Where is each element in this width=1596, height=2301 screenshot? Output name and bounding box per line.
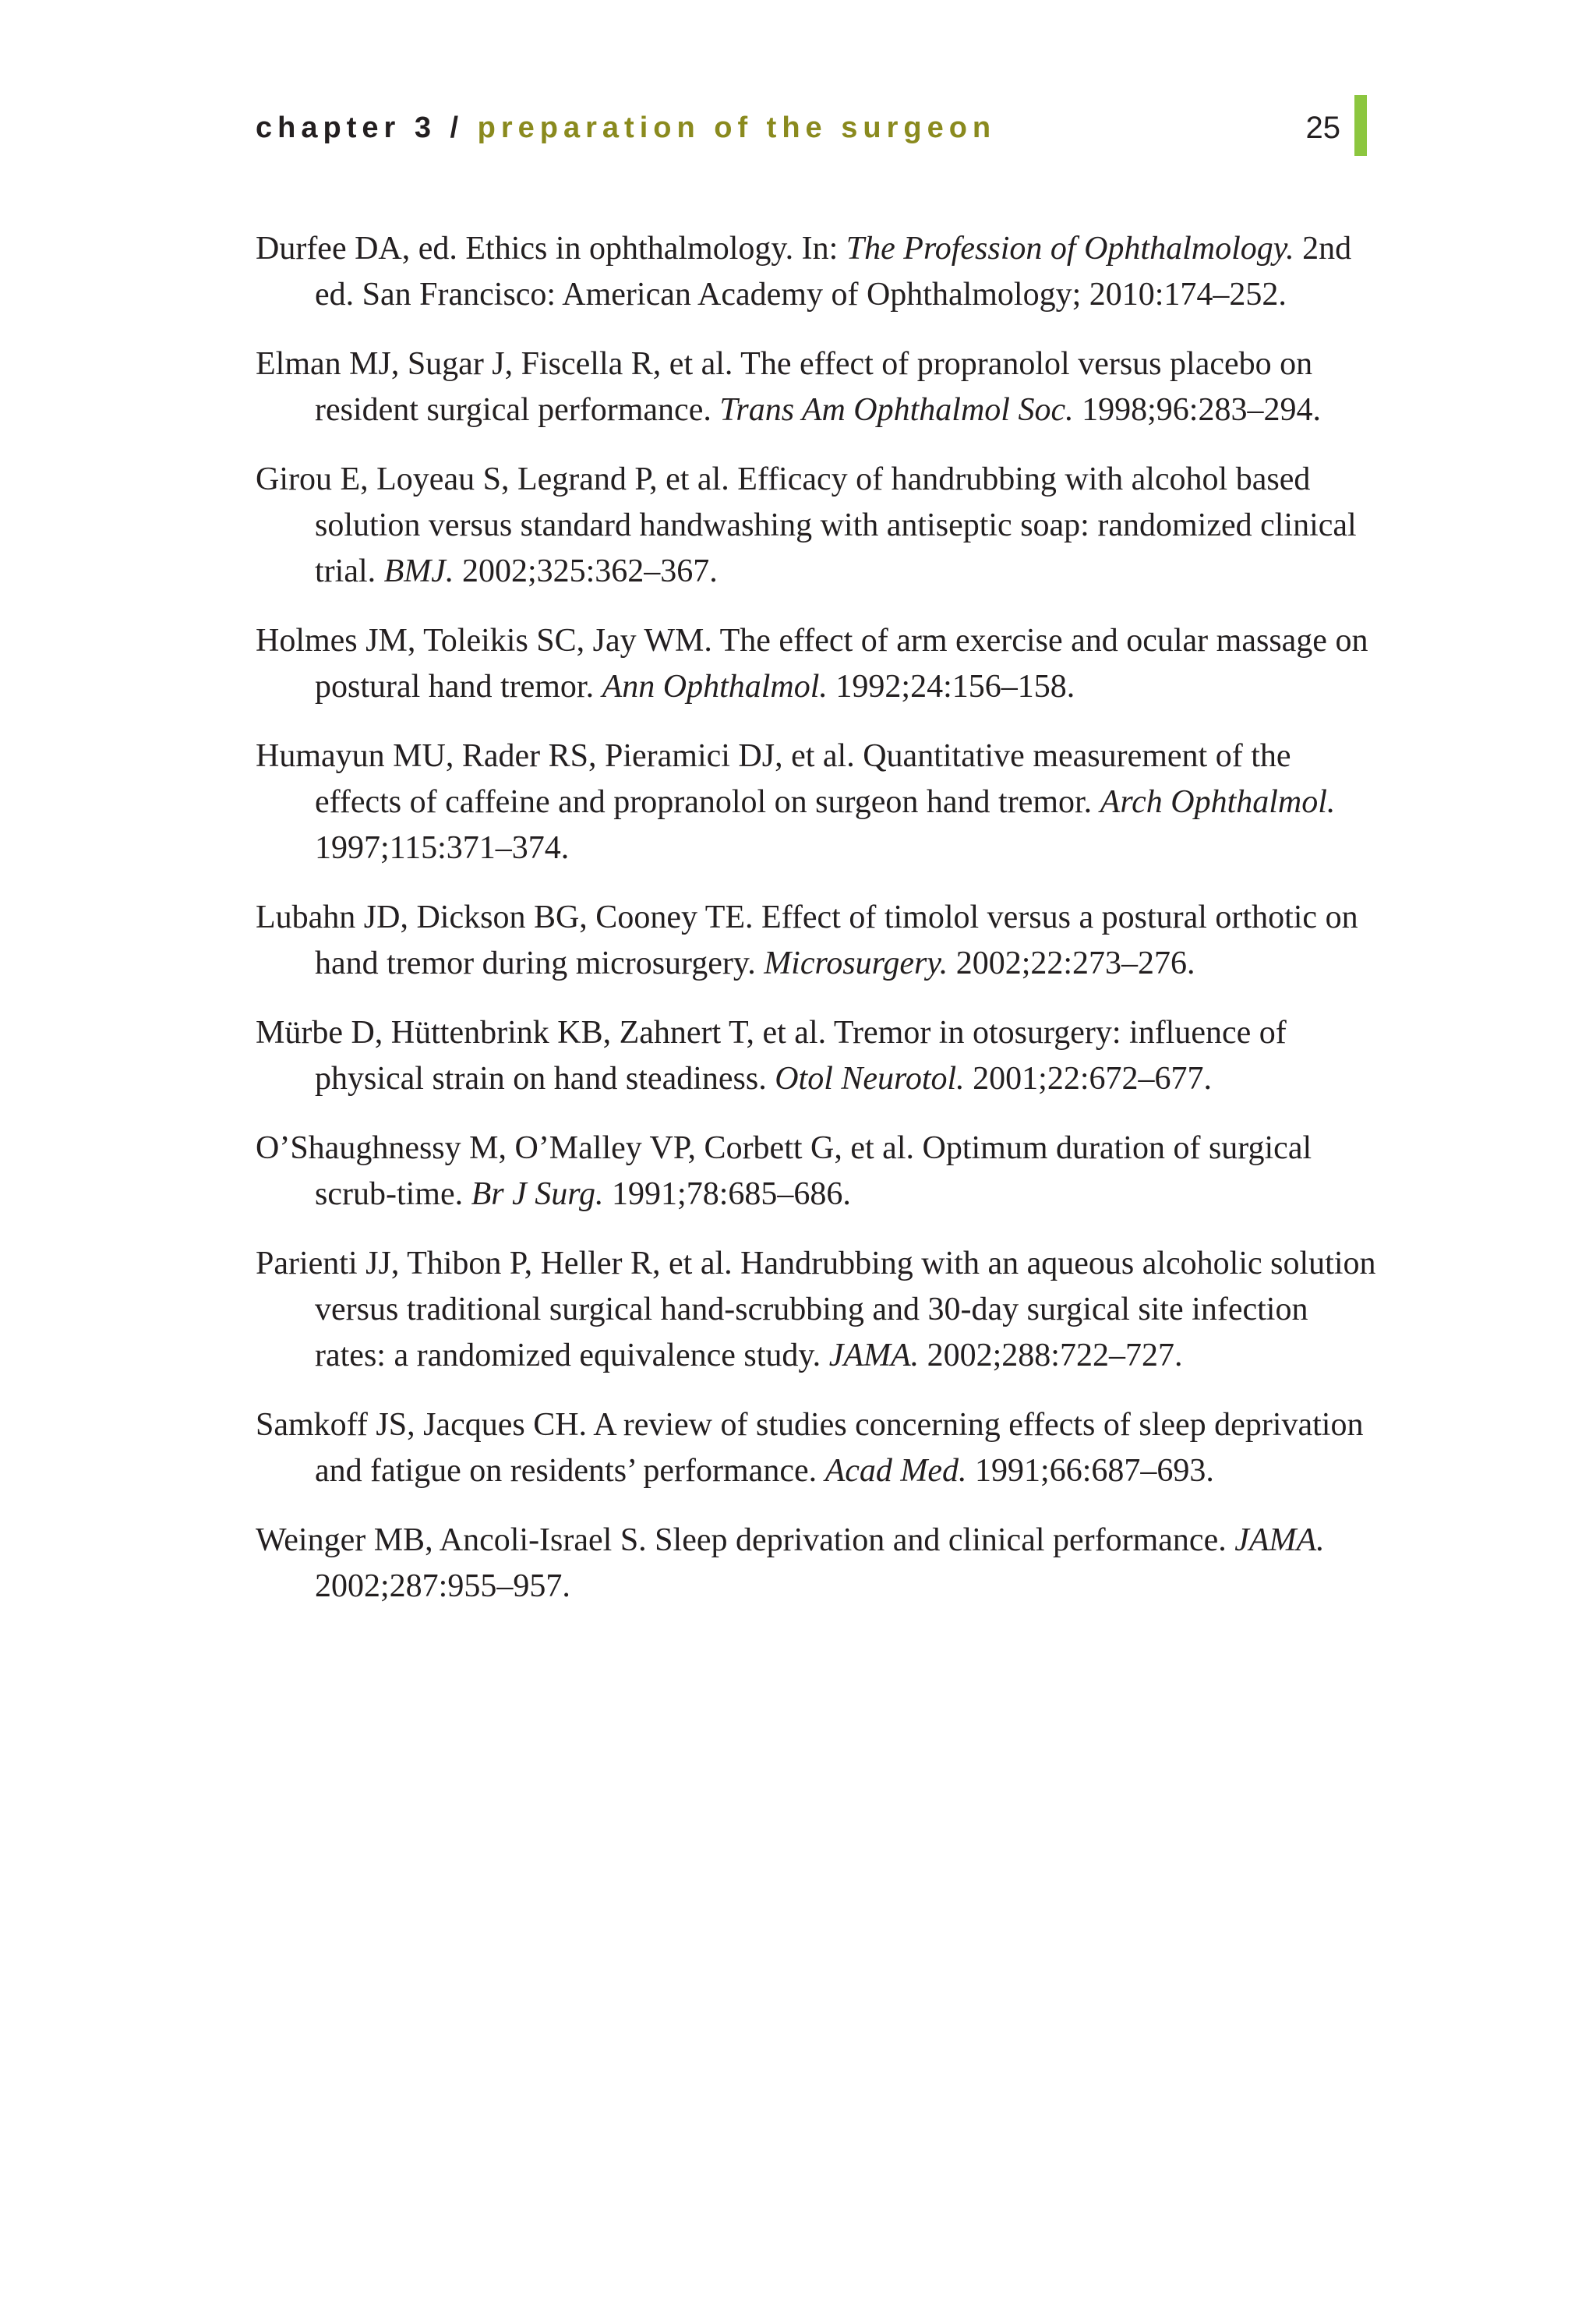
reference-text: Mürbe D, Hüttenbrink KB, Zahnert T, et al. Tremor in otosurgery: influence of physical strain on hand steadiness. bbox=[256, 1015, 1287, 1097]
journal-title: JAMA. bbox=[1234, 1522, 1325, 1558]
journal-title: JAMA. bbox=[828, 1338, 920, 1373]
reference-citation: 2002;325:362–367. bbox=[454, 553, 718, 589]
reference-citation: 1991;78:685–686. bbox=[603, 1176, 851, 1212]
section-title: preparation of the surgeon bbox=[477, 111, 997, 144]
reference-text: Parienti JJ, Thibon P, Heller R, et al. Handrubbing with an aqueous alcoholic solution versus traditional surgical hand-scrubbing and 30-day surgical site infection rates: a randomized equivalence study. bbox=[256, 1246, 1376, 1373]
header-separator: / bbox=[436, 111, 478, 144]
reference-item bbox=[256, 457, 1378, 595]
reference-text: Girou E, Loyeau S, Legrand P, et al. Efficacy of handrubbing with alcohol based solution versus standard handwashing with antiseptic soap: randomized clinical trial. bbox=[256, 461, 1357, 589]
reference-citation: 1991;66:687–693. bbox=[966, 1453, 1214, 1489]
reference-item bbox=[256, 733, 1378, 871]
reference-citation: 1997;115:371–374. bbox=[315, 830, 570, 866]
journal-title: Ann Ophthalmol. bbox=[602, 669, 828, 705]
reference-item bbox=[256, 1010, 1378, 1102]
chapter-label: chapter 3 bbox=[256, 111, 436, 144]
reference-text: Weinger MB, Ancoli-Israel S. Sleep deprivation and clinical performance. bbox=[256, 1522, 1235, 1558]
reference-item bbox=[256, 618, 1378, 710]
reference-text: O’Shaughnessy M, O’Malley VP, Corbett G, et al. Optimum duration of surgical scrub-time. bbox=[256, 1130, 1312, 1212]
journal-title: The Profession of Ophthalmology. bbox=[846, 231, 1294, 267]
journal-title: Otol Neurotol. bbox=[775, 1061, 965, 1097]
journal-title: BMJ. bbox=[383, 553, 454, 589]
reference-item bbox=[256, 341, 1378, 433]
journal-title: Microsurgery. bbox=[764, 945, 948, 981]
reference-citation: 2002;22:273–276. bbox=[948, 945, 1195, 981]
reference-text: Durfee DA, ed. Ethics in ophthalmology. In: bbox=[256, 231, 846, 267]
running-head bbox=[256, 108, 996, 148]
journal-title: Acad Med. bbox=[824, 1453, 967, 1489]
page-number: 25 bbox=[1305, 111, 1340, 145]
reference-citation: 2001;22:672–677. bbox=[964, 1061, 1213, 1097]
reference-citation: 1998;96:283–294. bbox=[1073, 392, 1321, 428]
reference-item bbox=[256, 1402, 1378, 1494]
journal-title: Br J Surg. bbox=[471, 1176, 604, 1212]
reference-text: Samkoff JS, Jacques CH. A review of studies concerning effects of sleep deprivation and fatigue on residents’ performance. bbox=[256, 1407, 1364, 1489]
journal-title: Arch Ophthalmol. bbox=[1100, 784, 1336, 820]
reference-citation: 2nd ed. San Francisco: American Academy of Ophthalmology; 2010:174–252. bbox=[315, 231, 1352, 313]
reference-item bbox=[256, 1126, 1378, 1218]
reference-citation: 2002;287:955–957. bbox=[315, 1568, 570, 1604]
reference-text: Holmes JM, Toleikis SC, Jay WM. The effect of arm exercise and ocular massage on postural hand tremor. bbox=[256, 623, 1368, 705]
reference-item bbox=[256, 1518, 1378, 1610]
reference-list bbox=[256, 226, 1378, 1633]
reference-text: Humayun MU, Rader RS, Pieramici DJ, et al. Quantitative measurement of the effects of caffeine and propranolol on surgeon hand tremor. bbox=[256, 738, 1291, 820]
reference-text: Lubahn JD, Dickson BG, Cooney TE. Effect of timolol versus a postural orthotic on hand tremor during microsurgery. bbox=[256, 900, 1358, 981]
journal-title: Trans Am Ophthalmol Soc. bbox=[719, 392, 1074, 428]
reference-text: Elman MJ, Sugar J, Fiscella R, et al. The effect of propranolol versus placebo on resident surgical performance. bbox=[256, 346, 1313, 428]
reference-citation: 1992;24:156–158. bbox=[827, 669, 1075, 705]
reference-item bbox=[256, 226, 1378, 318]
page-tab-marker bbox=[1354, 95, 1367, 156]
reference-citation: 2002;288:722–727. bbox=[919, 1338, 1183, 1373]
reference-item bbox=[256, 1241, 1378, 1379]
reference-item bbox=[256, 895, 1378, 987]
